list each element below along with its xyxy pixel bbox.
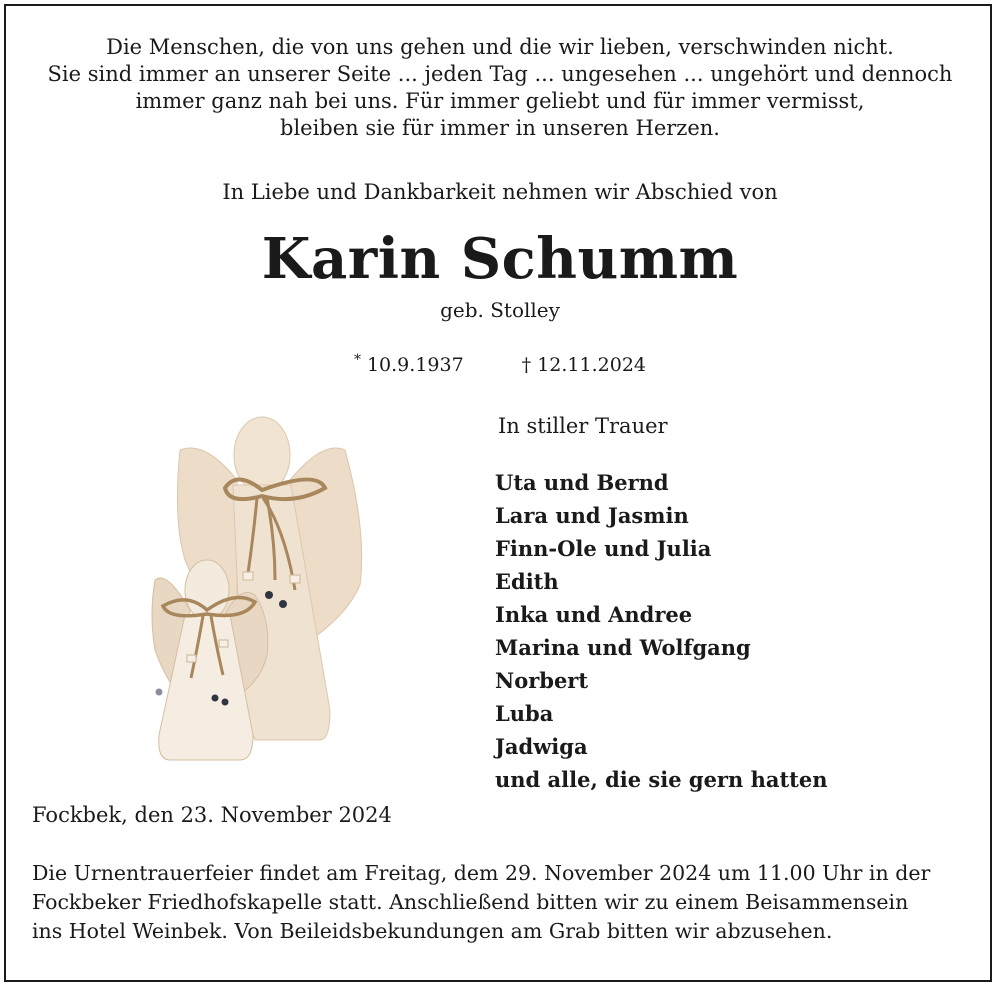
poem bbox=[0, 34, 1000, 142]
mourner: und alle, die sie gern hatten bbox=[495, 767, 828, 792]
mourner: Norbert bbox=[495, 668, 589, 693]
place-and-date: Fockbek, den 23. November 2024 bbox=[32, 803, 392, 827]
grief-line: In stiller Trauer bbox=[498, 414, 668, 438]
poem-line: Die Menschen, die von uns gehen und die wir lieben, verschwinden nicht. bbox=[106, 35, 894, 59]
deceased-name: Karin Schumm bbox=[261, 226, 739, 292]
birth-date: 10.9.1937 bbox=[366, 354, 464, 376]
death-date-group bbox=[522, 354, 646, 376]
birth-date-group bbox=[354, 352, 464, 376]
funeral-line: Die Urnentrauerfeier findet am Freitag, dem 29. November 2024 um 11.00 Uhr in der bbox=[32, 861, 931, 885]
angels-icon bbox=[145, 410, 375, 770]
mourner: Marina und Wolfgang bbox=[495, 635, 751, 660]
death-symbol: † bbox=[521, 354, 532, 376]
wooden-angels-image bbox=[145, 410, 375, 770]
mourner: Uta und Bernd bbox=[495, 470, 669, 495]
death-date: 12.11.2024 bbox=[537, 354, 647, 376]
farewell-intro: In Liebe und Dankbarkeit nehmen wir Abschied von bbox=[222, 180, 778, 204]
poem-line: bleiben sie für immer in unseren Herzen. bbox=[280, 116, 720, 140]
funeral-line: Fockbeker Friedhofskapelle statt. Anschließend bitten wir zu einem Beisammensein bbox=[32, 890, 909, 914]
maiden-name: geb. Stolley bbox=[440, 298, 560, 322]
mourner: Edith bbox=[495, 569, 559, 594]
mourner: Luba bbox=[495, 701, 554, 726]
birth-symbol: * bbox=[353, 352, 361, 368]
poem-line: Sie sind immer an unserer Seite ... jeden Tag ... ungesehen ... ungehört und dennoch bbox=[47, 62, 953, 86]
mourners-list bbox=[495, 466, 827, 796]
mourner: Inka und Andree bbox=[495, 602, 693, 627]
life-dates bbox=[0, 352, 1000, 376]
poem-line: immer ganz nah bei uns. Für immer geliebt und für immer vermisst, bbox=[135, 89, 865, 113]
funeral-line: ins Hotel Weinbek. Von Beileidsbekundungen am Grab bitten wir abzusehen. bbox=[32, 919, 833, 943]
mourner: Jadwiga bbox=[495, 734, 588, 759]
mourner: Lara und Jasmin bbox=[495, 503, 689, 528]
funeral-details bbox=[32, 859, 970, 946]
mourner: Finn-Ole und Julia bbox=[495, 536, 712, 561]
